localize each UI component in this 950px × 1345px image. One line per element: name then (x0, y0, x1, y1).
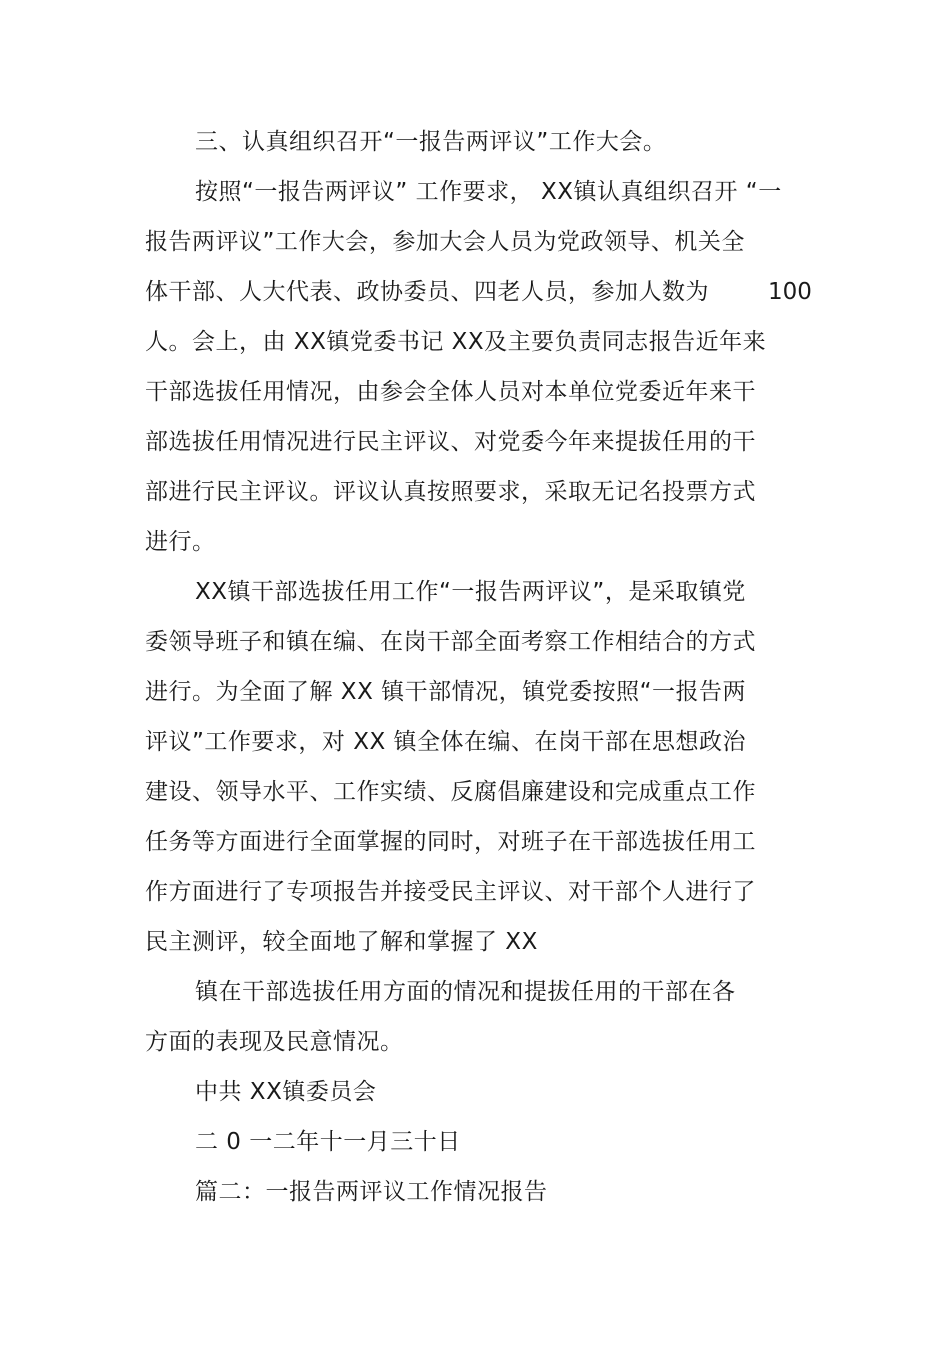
paragraph-line: 按照“一报告两评议” 工作要求， XX镇认真组织召开 “一 (195, 179, 782, 205)
paragraph-line: 报告两评议”工作大会，参加大会人员为党政领导、机关全 (145, 229, 745, 255)
paragraph-line: 作方面进行了专项报告并接受民主评议、对干部个人进行了 (145, 879, 756, 905)
participant-count: 100 (768, 279, 812, 305)
paragraph-line: 任务等方面进行全面掌握的同时，对班子在干部选拔任用工 (145, 829, 756, 855)
section-heading: 三、认真组织召开“一报告两评议”工作大会。 (195, 129, 667, 155)
paragraph-line: 人。会上，由 XX镇党委书记 XX及主要负责同志报告近年来 (145, 329, 767, 355)
signature-date: 二 0 一二年十一月三十日 (195, 1129, 461, 1155)
paragraph-line: XX镇干部选拔任用工作“一报告两评议”，是采取镇党 (195, 579, 746, 605)
paragraph-line: 进行。为全面了解 XX 镇干部情况，镇党委按照“一报告两 (145, 679, 747, 705)
paragraph-line: 民主测评，较全面地了解和掌握了 XX (145, 929, 538, 955)
paragraph-line: 委领导班子和镇在编、在岗干部全面考察工作相结合的方式 (145, 629, 756, 655)
paragraph-line: 进行。 (145, 529, 216, 555)
paragraph-line: 镇在干部选拔任用方面的情况和提拔任用的干部在各 (195, 979, 736, 1005)
paragraph-line: 体干部、人大代表、政协委员、四老人员，参加人数为 (145, 279, 709, 305)
paragraph-line: 部进行民主评议。评议认真按照要求，采取无记名投票方式 (145, 479, 756, 505)
paragraph-line: 部选拔任用情况进行民主评议、对党委今年来提拔任用的干 (145, 429, 756, 455)
paragraph-line: 评议”工作要求，对 XX 镇全体在编、在岗干部在思想政治 (145, 729, 747, 755)
paragraph-line: 干部选拔任用情况，由参会全体人员对本单位党委近年来干 (145, 379, 756, 405)
signature-organization: 中共 XX镇委员会 (195, 1079, 377, 1105)
next-article-title: 篇二：一报告两评议工作情况报告 (195, 1179, 548, 1205)
paragraph-line: 方面的表现及民意情况。 (145, 1029, 404, 1055)
paragraph-line: 建设、领导水平、工作实绩、反腐倡廉建设和完成重点工作 (145, 779, 756, 805)
